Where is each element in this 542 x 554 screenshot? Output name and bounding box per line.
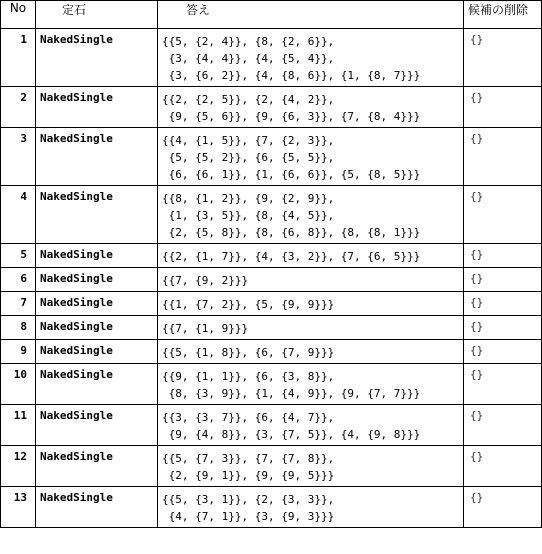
- answer-line: {5, {5, 2}}, {6, {5, 5}},: [162, 151, 335, 164]
- remove-candidates-cell: {}: [464, 405, 542, 446]
- answer-line: {{4, {1, 5}}, {7, {2, 3}},: [162, 134, 335, 147]
- remove-candidates-cell: {}: [464, 268, 542, 292]
- answer-line: {8, {3, 9}}, {1, {4, 9}}, {9, {7, 7}}}: [162, 387, 421, 400]
- header-method: 定石: [36, 1, 158, 29]
- row-number: 7: [1, 292, 36, 316]
- row-number: 8: [1, 316, 36, 340]
- answer-cell: [158, 186, 464, 244]
- answer-cell: [158, 87, 464, 128]
- remove-candidates-cell: {}: [464, 446, 542, 487]
- answer-line: {3, {4, 4}}, {4, {5, 4}},: [162, 52, 335, 65]
- answer-line: {2, {5, 8}}, {8, {6, 8}}, {8, {8, 1}}}: [162, 226, 421, 239]
- answer-line: {{2, {1, 7}}, {4, {3, 2}}, {7, {6, 5}}}: [162, 250, 421, 263]
- answer-cell: [158, 29, 464, 87]
- method-cell: NakedSingle: [36, 268, 158, 292]
- answer-cell: [158, 268, 464, 292]
- table-row: [1, 128, 542, 186]
- answer-line: {9, {5, 6}}, {9, {6, 3}}, {7, {8, 4}}}: [162, 110, 421, 123]
- row-number: 12: [1, 446, 36, 487]
- remove-candidates-cell: {}: [464, 316, 542, 340]
- table-row: [1, 316, 542, 340]
- row-number: 13: [1, 487, 36, 528]
- row-number: 1: [1, 29, 36, 87]
- table-row: [1, 29, 542, 87]
- method-cell: NakedSingle: [36, 316, 158, 340]
- table-row: [1, 292, 542, 316]
- row-number: 2: [1, 87, 36, 128]
- answer-cell: [158, 364, 464, 405]
- remove-candidates-cell: {}: [464, 364, 542, 405]
- remove-candidates-cell: {}: [464, 186, 542, 244]
- answer-cell: [158, 446, 464, 487]
- answer-line: {{9, {1, 1}}, {6, {3, 8}},: [162, 370, 335, 383]
- table-row: [1, 340, 542, 364]
- answer-line: {{5, {1, 8}}, {6, {7, 9}}}: [162, 346, 335, 359]
- remove-candidates-cell: {}: [464, 487, 542, 528]
- answer-cell: [158, 244, 464, 268]
- header-answer: 答え: [158, 1, 464, 29]
- answer-line: {{5, {2, 4}}, {8, {2, 6}},: [162, 35, 335, 48]
- answer-line: {{2, {2, 5}}, {2, {4, 2}},: [162, 93, 335, 106]
- method-cell: NakedSingle: [36, 244, 158, 268]
- table-body: [1, 29, 542, 528]
- answer-line: {{5, {3, 1}}, {2, {3, 3}},: [162, 493, 335, 506]
- method-cell: NakedSingle: [36, 340, 158, 364]
- row-number: 10: [1, 364, 36, 405]
- table-row: [1, 446, 542, 487]
- remove-candidates-cell: {}: [464, 29, 542, 87]
- table-row: [1, 244, 542, 268]
- answer-cell: [158, 487, 464, 528]
- answer-line: {2, {9, 1}}, {9, {9, 5}}}: [162, 469, 335, 482]
- answer-line: {{3, {3, 7}}, {6, {4, 7}},: [162, 411, 335, 424]
- remove-candidates-cell: {}: [464, 340, 542, 364]
- row-number: 6: [1, 268, 36, 292]
- answer-line: {{1, {7, 2}}, {5, {9, 9}}}: [162, 298, 335, 311]
- remove-candidates-cell: {}: [464, 87, 542, 128]
- method-cell: NakedSingle: [36, 364, 158, 405]
- answer-line: {3, {6, 2}}, {4, {8, 6}}, {1, {8, 7}}}: [162, 69, 421, 82]
- table-row: [1, 186, 542, 244]
- row-number: 5: [1, 244, 36, 268]
- answer-line: {{7, {9, 2}}}: [162, 274, 249, 287]
- remove-candidates-cell: {}: [464, 128, 542, 186]
- header-row: [1, 1, 542, 29]
- answer-line: {{7, {1, 9}}}: [162, 322, 249, 335]
- table-row: [1, 364, 542, 405]
- method-cell: NakedSingle: [36, 87, 158, 128]
- answer-cell: [158, 316, 464, 340]
- method-cell: NakedSingle: [36, 29, 158, 87]
- remove-candidates-cell: {}: [464, 244, 542, 268]
- row-number: 11: [1, 405, 36, 446]
- answer-line: {9, {4, 8}}, {3, {7, 5}}, {4, {9, 8}}}: [162, 428, 421, 441]
- method-cell: NakedSingle: [36, 128, 158, 186]
- remove-candidates-cell: {}: [464, 292, 542, 316]
- row-number: 4: [1, 186, 36, 244]
- answer-cell: [158, 128, 464, 186]
- method-cell: NakedSingle: [36, 446, 158, 487]
- header-no: No: [1, 1, 36, 29]
- answer-cell: [158, 340, 464, 364]
- method-cell: NakedSingle: [36, 487, 158, 528]
- table-row: [1, 268, 542, 292]
- row-number: 3: [1, 128, 36, 186]
- answer-cell: [158, 405, 464, 446]
- method-cell: NakedSingle: [36, 405, 158, 446]
- answer-line: {1, {3, 5}}, {8, {4, 5}},: [162, 209, 335, 222]
- row-number: 9: [1, 340, 36, 364]
- answer-line: {{5, {7, 3}}, {7, {7, 8}},: [162, 452, 335, 465]
- answer-line: {6, {6, 1}}, {1, {6, 6}}, {5, {8, 5}}}: [162, 168, 421, 181]
- method-cell: NakedSingle: [36, 292, 158, 316]
- answer-line: {{8, {1, 2}}, {9, {2, 9}},: [162, 192, 335, 205]
- table-row: [1, 87, 542, 128]
- answer-cell: [158, 292, 464, 316]
- answer-line: {4, {7, 1}}, {3, {9, 3}}}: [162, 510, 335, 523]
- table-row: [1, 487, 542, 528]
- method-cell: NakedSingle: [36, 186, 158, 244]
- header-remove-candidates: 候補の削除: [464, 1, 542, 29]
- table-row: [1, 405, 542, 446]
